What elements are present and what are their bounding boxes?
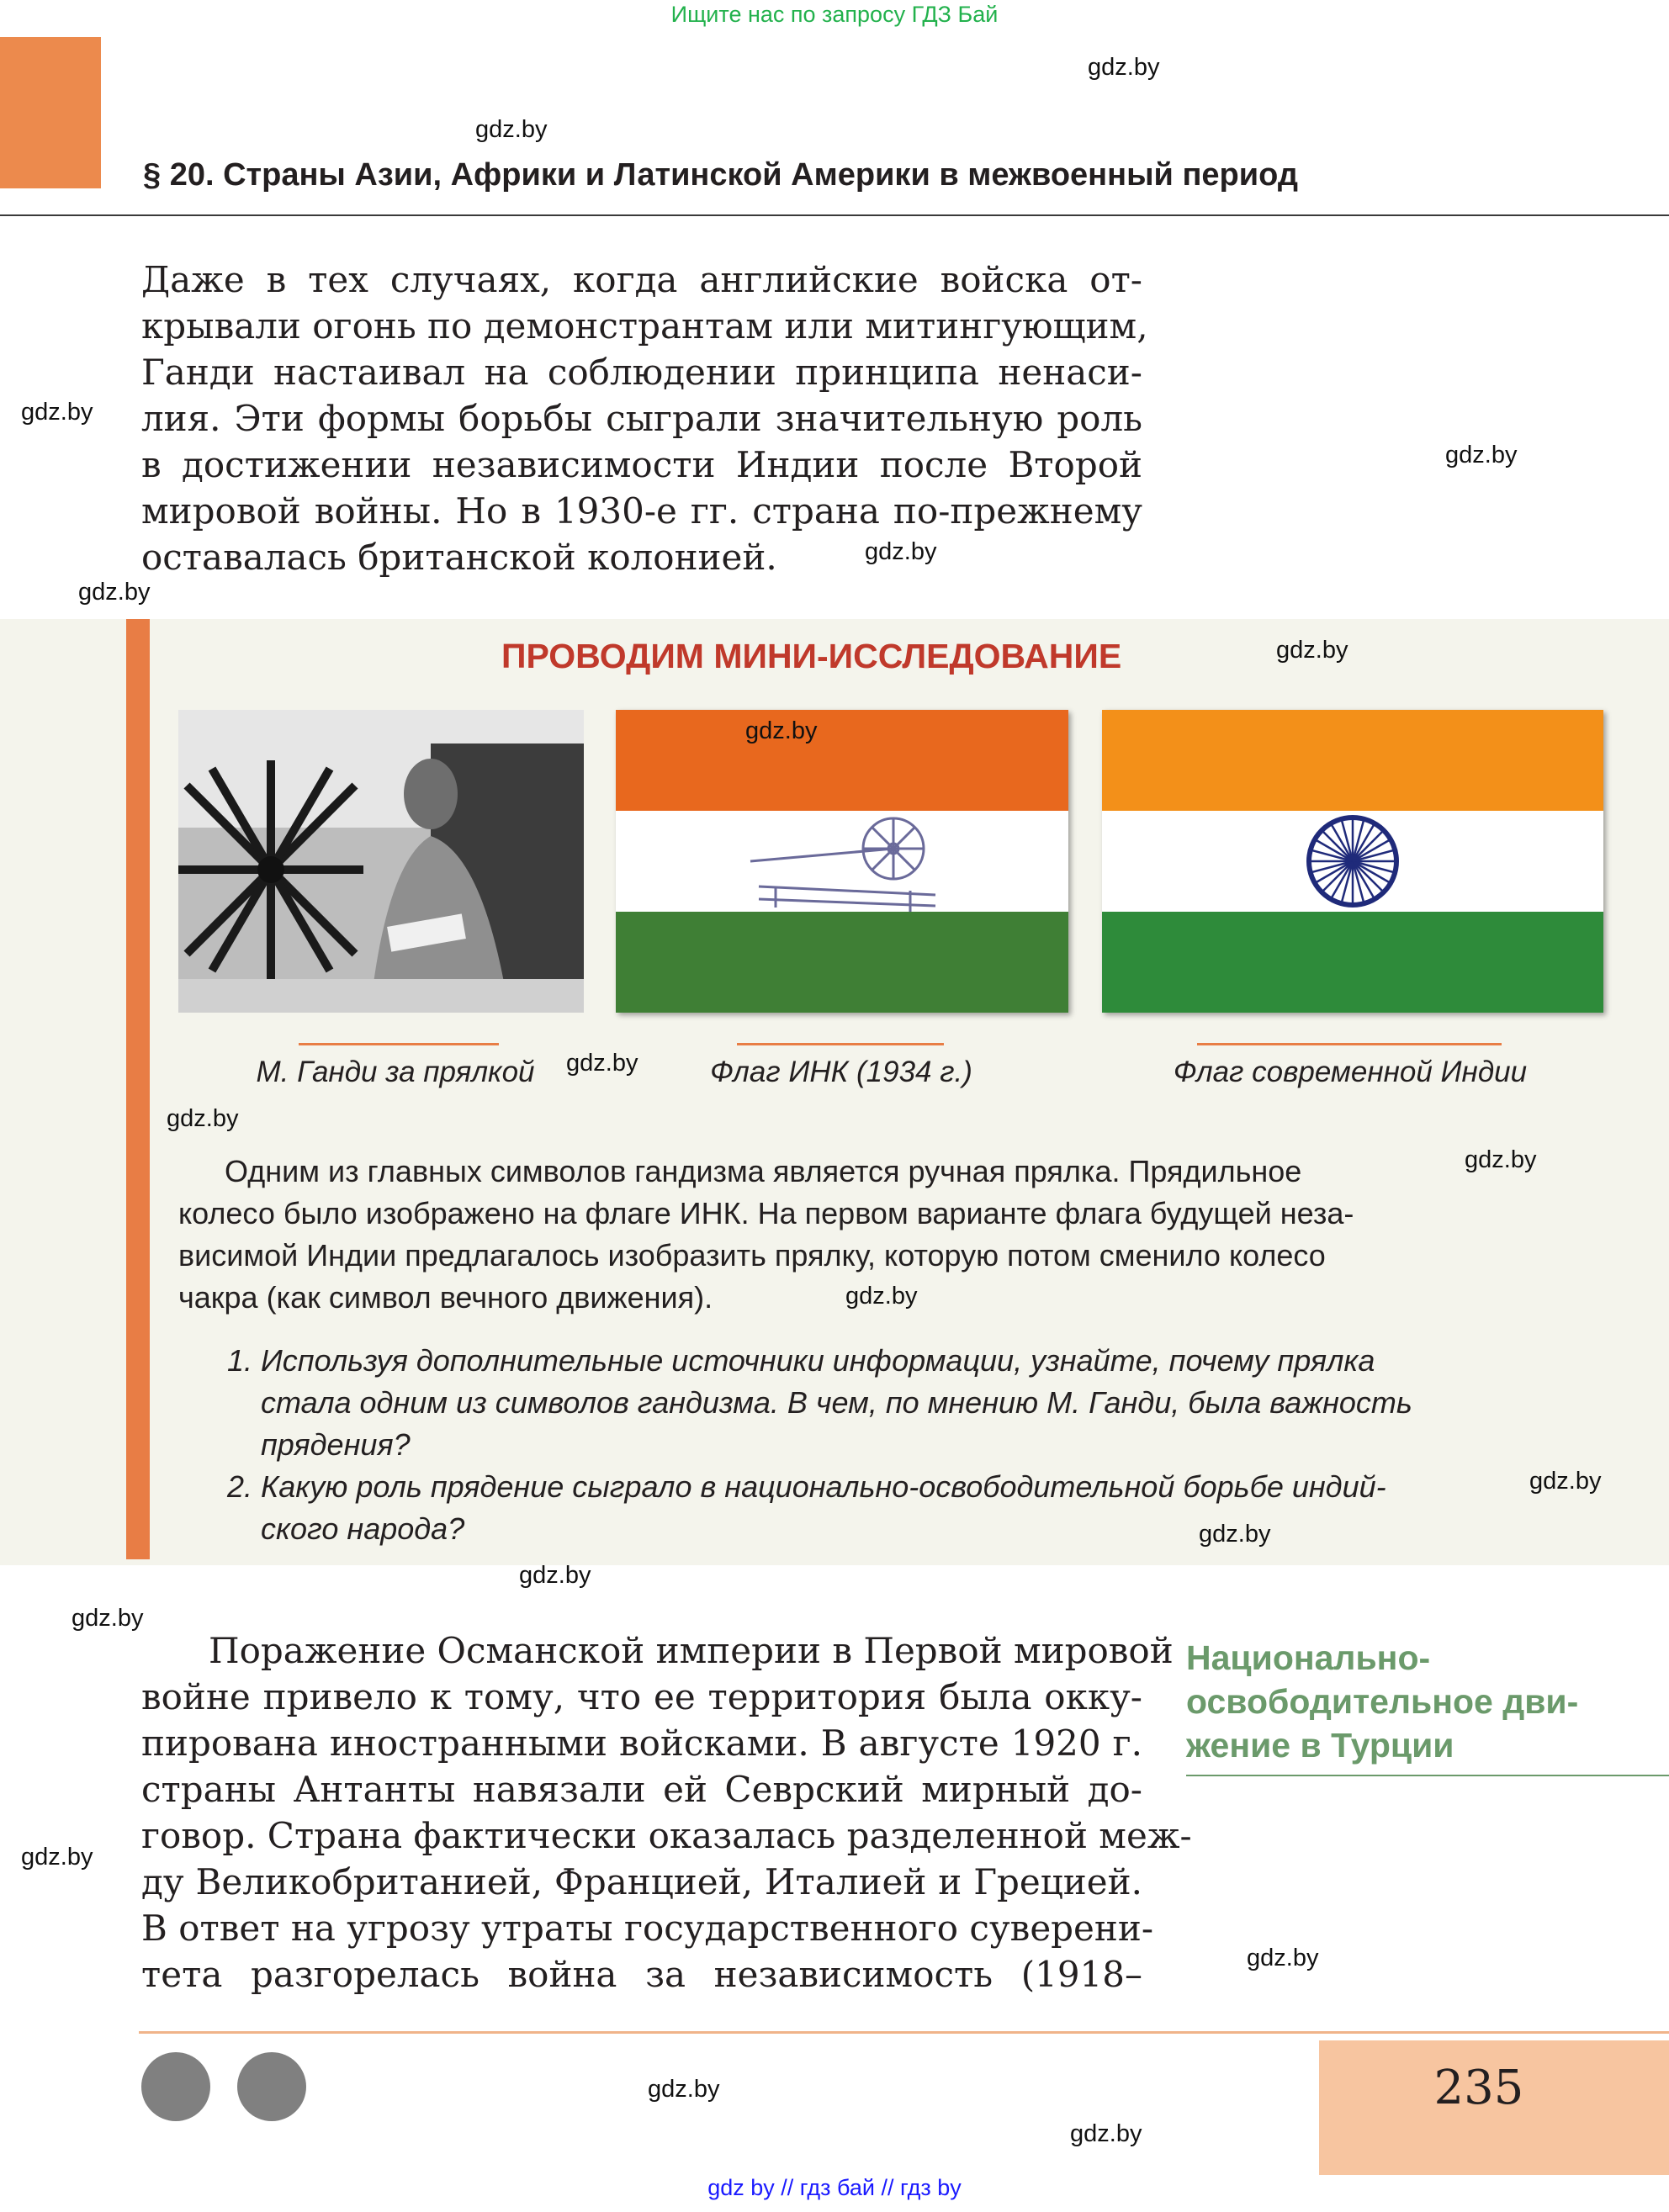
side-title-line: Национально-: [1186, 1638, 1431, 1677]
text-line: висимой Индии предлагалось изобразить прялку, которую потом сменило колесо: [178, 1238, 1326, 1273]
text-line: оставалась британской колонией.: [141, 537, 777, 578]
text-line: страны Антанты навязали ей Севрский мирный до-: [141, 1769, 1142, 1810]
side-section-title: [1186, 1636, 1578, 1767]
watermark: gdz.by: [78, 579, 151, 606]
caption-line: [1197, 1043, 1502, 1045]
text-line: Даже в тех случаях, когда английские войска от-: [141, 259, 1142, 300]
page-header-title: § 20. Страны Азии, Африки и Латинской Америки в межвоенный период: [143, 157, 1298, 193]
text-line: мировой войны. Но в 1930-е гг. страна по-прежнему: [141, 490, 1142, 532]
gandhi-spinning-photo: [178, 710, 584, 1013]
watermark: gdz.by: [1247, 1945, 1319, 1971]
text-line: ду Великобританией, Францией, Италией и Грецией.: [141, 1861, 1142, 1902]
text-line: говор. Страна фактически оказалась разделенной меж-: [141, 1815, 1192, 1856]
text-line: войне привело к тому, что ее территория была окку-: [141, 1676, 1142, 1717]
watermark: gdz.by: [1465, 1146, 1537, 1173]
text-line: крывали огонь по демонстрантам или митингующим,: [141, 305, 1148, 347]
header-rule: [0, 214, 1669, 216]
ashoka-chakra-icon: [1302, 811, 1403, 912]
watermark: gdz.by: [21, 1844, 93, 1871]
modern-india-flag: [1102, 710, 1603, 1013]
watermark: gdz.by: [72, 1605, 144, 1632]
watermark: gdz.by: [648, 2076, 720, 2103]
flag-green-stripe: [616, 912, 1068, 1013]
text-line: Одним из главных символов гандизма является ручная прялка. Прядильное: [225, 1154, 1302, 1188]
text-line: колесо было изображено на флаге ИНК. На первом варианте флага будущей неза-: [178, 1196, 1354, 1230]
page-number: 235: [1433, 2061, 1524, 2115]
watermark: gdz.by: [1276, 637, 1348, 664]
text-line: Ганди настаивал на соблюдении принципа ненаси-: [141, 352, 1142, 393]
watermark: gdz.by: [745, 717, 818, 744]
spinning-wheel-icon: [742, 807, 944, 916]
question-1-line: 1. Используя дополнительные источники информации, узнайте, почему прялка: [227, 1343, 1375, 1378]
mini-research-text: [178, 1151, 1440, 1319]
flag-saffron-stripe: [616, 710, 1068, 811]
flag-saffron-stripe: [1102, 710, 1603, 811]
question-2-line: 2. Какую роль прядение сыграло в национально-освободительной борьбе индий-: [227, 1469, 1386, 1504]
watermark: gdz.by: [167, 1105, 239, 1132]
question-2-line: ского народа?: [261, 1511, 465, 1546]
side-title-line: освободительное дви-: [1186, 1682, 1579, 1721]
paragraph-gandhi: [141, 257, 1148, 580]
footer-rule: [139, 2031, 1669, 2034]
text-line: лия. Эти формы борьбы сыграли значительную роль: [141, 398, 1142, 439]
watermark: gdz.by: [1088, 54, 1160, 81]
caption-gandhi: М. Ганди за прялкой: [256, 1056, 535, 1088]
text-line: пирована иностранными войсками. В августе 1920 г.: [141, 1723, 1142, 1764]
side-title-rule: [1186, 1775, 1669, 1776]
spinning-wheel-illustration: [178, 710, 584, 1013]
text-line: чакра (как символ вечного движения).: [178, 1280, 713, 1315]
watermark: gdz.by: [865, 538, 937, 565]
inc-flag-1934: [616, 710, 1068, 1013]
caption-line: [737, 1043, 944, 1045]
caption-line: [299, 1043, 499, 1045]
chapter-tab: [0, 37, 101, 188]
question-1-line: прядения?: [261, 1427, 411, 1462]
text-line: в достижении независимости Индии после Второй: [141, 444, 1142, 485]
question-1-line: стала одним из символов гандизма. В чем, по мнению М. Ганди, была важность: [261, 1385, 1412, 1420]
watermark: gdz.by: [1529, 1468, 1602, 1495]
watermark: gdz.by: [566, 1050, 638, 1077]
watermark: gdz.by: [1199, 1521, 1271, 1548]
top-banner[interactable]: Ищите нас по запросу ГДЗ Бай: [670, 2, 999, 27]
watermark: gdz.by: [475, 116, 548, 143]
nav-circle-icon[interactable]: [237, 2052, 306, 2121]
paragraph-turkey: [141, 1627, 1192, 1998]
caption-india-flag: Флаг современной Индии: [1173, 1056, 1528, 1088]
watermark: gdz.by: [1070, 2120, 1142, 2147]
mini-research-title: ПРОВОДИМ МИНИ-ИССЛЕДОВАНИЕ: [501, 637, 1122, 675]
text-line: Поражение Османской империи в Первой мировой: [209, 1630, 1174, 1671]
watermark: gdz.by: [519, 1562, 591, 1589]
research-questions: [227, 1340, 1439, 1550]
caption-inc-flag: Флаг ИНК (1934 г.): [710, 1056, 972, 1088]
nav-circle-icon[interactable]: [141, 2052, 210, 2121]
text-line: В ответ на угрозу утраты государственного суверени-: [141, 1908, 1154, 1949]
bottom-links[interactable]: gdz by // гдз бай // гдз by: [707, 2175, 962, 2200]
watermark: gdz.by: [1445, 442, 1518, 468]
watermark: gdz.by: [21, 399, 93, 426]
text-line: тета разгорелась война за независимость (1918–: [141, 1954, 1142, 1995]
flag-green-stripe: [1102, 912, 1603, 1013]
box-accent-bar: [126, 619, 150, 1559]
side-title-line: жение в Турции: [1186, 1726, 1454, 1765]
watermark: gdz.by: [845, 1283, 918, 1310]
